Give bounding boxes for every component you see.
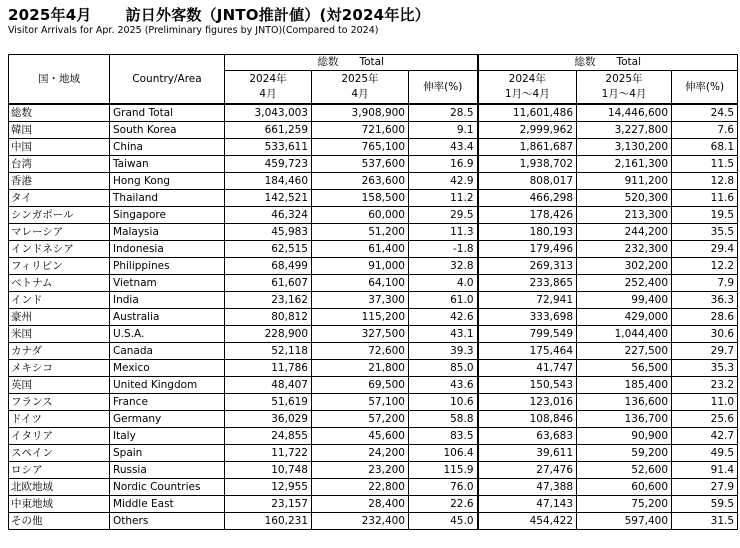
growth-rate-ytd-cell: 68.1 bbox=[672, 139, 738, 156]
table-row bbox=[9, 139, 738, 156]
header-ytd-2025 bbox=[577, 71, 672, 105]
arrivals-2024-apr-cell: 459,723 bbox=[225, 156, 312, 173]
region-ja-cell: 米国 bbox=[9, 326, 110, 343]
table-row bbox=[9, 122, 738, 139]
region-en-cell: Hong Kong bbox=[110, 173, 225, 190]
region-en-cell: Singapore bbox=[110, 207, 225, 224]
growth-rate-ytd-cell: 12.2 bbox=[672, 258, 738, 275]
growth-rate-cell: 76.0 bbox=[409, 479, 478, 496]
arrivals-2024-ytd-cell: 2,999,962 bbox=[478, 122, 577, 139]
region-en-cell: Canada bbox=[110, 343, 225, 360]
table-row bbox=[9, 275, 738, 292]
arrivals-2024-ytd-cell: 47,143 bbox=[478, 496, 577, 513]
region-en-cell: Philippines bbox=[110, 258, 225, 275]
arrivals-2024-apr-cell: 160,231 bbox=[225, 513, 312, 530]
arrivals-2025-ytd-cell: 520,300 bbox=[577, 190, 672, 207]
region-ja-cell: 中国 bbox=[9, 139, 110, 156]
header-region-ja: 国・地域 bbox=[9, 55, 110, 105]
arrivals-2025-apr-cell: 57,200 bbox=[312, 411, 409, 428]
growth-rate-ytd-cell: 11.0 bbox=[672, 394, 738, 411]
growth-rate-cell: 43.1 bbox=[409, 326, 478, 343]
growth-rate-ytd-cell: 19.5 bbox=[672, 207, 738, 224]
region-ja-cell: 豪州 bbox=[9, 309, 110, 326]
page-title bbox=[8, 4, 430, 25]
growth-rate-cell: 58.8 bbox=[409, 411, 478, 428]
arrivals-2024-ytd-cell: 150,543 bbox=[478, 377, 577, 394]
growth-rate-ytd-cell: 49.5 bbox=[672, 445, 738, 462]
arrivals-2025-apr-cell: 765,100 bbox=[312, 139, 409, 156]
growth-rate-cell: 83.5 bbox=[409, 428, 478, 445]
region-en-cell: China bbox=[110, 139, 225, 156]
arrivals-2025-apr-cell: 60,000 bbox=[312, 207, 409, 224]
growth-rate-ytd-cell: 12.8 bbox=[672, 173, 738, 190]
growth-rate-cell: 10.6 bbox=[409, 394, 478, 411]
header-growth: 伸率(%) bbox=[409, 71, 478, 105]
arrivals-2025-apr-cell: 64,100 bbox=[312, 275, 409, 292]
growth-rate-ytd-cell: 29.7 bbox=[672, 343, 738, 360]
arrivals-2025-ytd-cell: 52,600 bbox=[577, 462, 672, 479]
region-ja-cell: メキシコ bbox=[9, 360, 110, 377]
arrivals-2025-apr-cell: 22,800 bbox=[312, 479, 409, 496]
growth-rate-cell: 43.6 bbox=[409, 377, 478, 394]
growth-rate-ytd-cell: 7.9 bbox=[672, 275, 738, 292]
table-row bbox=[9, 343, 738, 360]
region-en-cell: Germany bbox=[110, 411, 225, 428]
arrivals-2024-ytd-cell: 1,861,687 bbox=[478, 139, 577, 156]
header-month-2024-period: 4月 bbox=[259, 88, 277, 100]
arrivals-2024-ytd-cell: 1,938,702 bbox=[478, 156, 577, 173]
arrivals-2025-apr-cell: 24,200 bbox=[312, 445, 409, 462]
region-en-cell: Vietnam bbox=[110, 275, 225, 292]
arrivals-2024-ytd-cell: 39,611 bbox=[478, 445, 577, 462]
growth-rate-ytd-cell: 35.5 bbox=[672, 224, 738, 241]
arrivals-2024-apr-cell: 533,611 bbox=[225, 139, 312, 156]
arrivals-2024-ytd-cell: 233,865 bbox=[478, 275, 577, 292]
arrivals-2025-ytd-cell: 911,200 bbox=[577, 173, 672, 190]
growth-rate-cell: 115.9 bbox=[409, 462, 478, 479]
region-ja-cell: 英国 bbox=[9, 377, 110, 394]
arrivals-2025-apr-cell: 3,908,900 bbox=[312, 104, 409, 122]
arrivals-2025-apr-cell: 57,100 bbox=[312, 394, 409, 411]
table-row bbox=[9, 394, 738, 411]
growth-rate-cell: 45.0 bbox=[409, 513, 478, 530]
growth-rate-cell: 11.2 bbox=[409, 190, 478, 207]
arrivals-2024-ytd-cell: 27,476 bbox=[478, 462, 577, 479]
region-ja-cell: インドネシア bbox=[9, 241, 110, 258]
arrivals-2025-ytd-cell: 227,500 bbox=[577, 343, 672, 360]
arrivals-2025-apr-cell: 72,600 bbox=[312, 343, 409, 360]
arrivals-2024-ytd-cell: 333,698 bbox=[478, 309, 577, 326]
region-ja-cell: フランス bbox=[9, 394, 110, 411]
region-en-cell: Others bbox=[110, 513, 225, 530]
header-group-month: 総数 Total bbox=[225, 55, 478, 71]
arrivals-2025-apr-cell: 158,500 bbox=[312, 190, 409, 207]
arrivals-2025-ytd-cell: 213,300 bbox=[577, 207, 672, 224]
header-ytd-2025-year: 2025年 bbox=[605, 73, 643, 85]
arrivals-2024-apr-cell: 45,983 bbox=[225, 224, 312, 241]
region-ja-cell: 北欧地域 bbox=[9, 479, 110, 496]
table-row bbox=[9, 207, 738, 224]
arrivals-2024-apr-cell: 23,162 bbox=[225, 292, 312, 309]
growth-rate-ytd-cell: 59.5 bbox=[672, 496, 738, 513]
table-row bbox=[9, 104, 738, 122]
arrivals-2025-apr-cell: 232,400 bbox=[312, 513, 409, 530]
table-row bbox=[9, 377, 738, 394]
region-ja-cell: イタリア bbox=[9, 428, 110, 445]
arrivals-2025-apr-cell: 69,500 bbox=[312, 377, 409, 394]
arrivals-2024-ytd-cell: 41,747 bbox=[478, 360, 577, 377]
arrivals-2025-ytd-cell: 3,227,800 bbox=[577, 122, 672, 139]
table-row bbox=[9, 479, 738, 496]
arrivals-2025-ytd-cell: 2,161,300 bbox=[577, 156, 672, 173]
table-row bbox=[9, 190, 738, 207]
growth-rate-ytd-cell: 91.4 bbox=[672, 462, 738, 479]
arrivals-2024-ytd-cell: 269,313 bbox=[478, 258, 577, 275]
region-ja-cell: ベトナム bbox=[9, 275, 110, 292]
arrivals-2025-ytd-cell: 232,300 bbox=[577, 241, 672, 258]
growth-rate-ytd-cell: 25.6 bbox=[672, 411, 738, 428]
region-ja-cell: シンガポール bbox=[9, 207, 110, 224]
growth-rate-ytd-cell: 42.7 bbox=[672, 428, 738, 445]
growth-rate-ytd-cell: 11.6 bbox=[672, 190, 738, 207]
growth-rate-cell: 16.9 bbox=[409, 156, 478, 173]
arrivals-2024-apr-cell: 46,324 bbox=[225, 207, 312, 224]
arrivals-2024-apr-cell: 52,118 bbox=[225, 343, 312, 360]
arrivals-2025-apr-cell: 91,000 bbox=[312, 258, 409, 275]
arrivals-2025-ytd-cell: 136,700 bbox=[577, 411, 672, 428]
arrivals-2024-apr-cell: 23,157 bbox=[225, 496, 312, 513]
growth-rate-cell: 42.6 bbox=[409, 309, 478, 326]
region-ja-cell: マレーシア bbox=[9, 224, 110, 241]
region-en-cell: Grand Total bbox=[110, 104, 225, 122]
arrivals-2025-ytd-cell: 1,044,400 bbox=[577, 326, 672, 343]
growth-rate-ytd-cell: 36.3 bbox=[672, 292, 738, 309]
arrivals-2025-ytd-cell: 136,600 bbox=[577, 394, 672, 411]
arrivals-2024-apr-cell: 3,043,003 bbox=[225, 104, 312, 122]
arrivals-2025-ytd-cell: 14,446,600 bbox=[577, 104, 672, 122]
growth-rate-ytd-cell: 24.5 bbox=[672, 104, 738, 122]
arrivals-2025-ytd-cell: 59,200 bbox=[577, 445, 672, 462]
arrivals-2025-ytd-cell: 429,000 bbox=[577, 309, 672, 326]
arrivals-2024-ytd-cell: 123,016 bbox=[478, 394, 577, 411]
arrivals-2024-apr-cell: 80,812 bbox=[225, 309, 312, 326]
arrivals-2025-ytd-cell: 597,400 bbox=[577, 513, 672, 530]
region-ja-cell: 香港 bbox=[9, 173, 110, 190]
arrivals-2024-apr-cell: 12,955 bbox=[225, 479, 312, 496]
arrivals-2025-apr-cell: 23,200 bbox=[312, 462, 409, 479]
region-ja-cell: カナダ bbox=[9, 343, 110, 360]
growth-rate-ytd-cell: 11.5 bbox=[672, 156, 738, 173]
arrivals-2024-apr-cell: 51,619 bbox=[225, 394, 312, 411]
header-month-2025-year: 2025年 bbox=[341, 73, 379, 85]
table-row bbox=[9, 326, 738, 343]
region-ja-cell: タイ bbox=[9, 190, 110, 207]
arrivals-2024-ytd-cell: 808,017 bbox=[478, 173, 577, 190]
region-ja-cell: 中東地域 bbox=[9, 496, 110, 513]
arrivals-2024-apr-cell: 61,607 bbox=[225, 275, 312, 292]
table-row bbox=[9, 309, 738, 326]
region-en-cell: South Korea bbox=[110, 122, 225, 139]
arrivals-2025-ytd-cell: 75,200 bbox=[577, 496, 672, 513]
region-ja-cell: スペイン bbox=[9, 445, 110, 462]
title-main: 訪日外客数（JNTO推計値）(対2024年比） bbox=[125, 6, 430, 24]
arrivals-2025-apr-cell: 21,800 bbox=[312, 360, 409, 377]
region-en-cell: Italy bbox=[110, 428, 225, 445]
region-en-cell: India bbox=[110, 292, 225, 309]
growth-rate-cell: -1.8 bbox=[409, 241, 478, 258]
region-en-cell: Thailand bbox=[110, 190, 225, 207]
arrivals-2024-ytd-cell: 454,422 bbox=[478, 513, 577, 530]
arrivals-2025-apr-cell: 537,600 bbox=[312, 156, 409, 173]
arrivals-2025-apr-cell: 263,600 bbox=[312, 173, 409, 190]
table-row bbox=[9, 513, 738, 530]
growth-rate-ytd-cell: 27.9 bbox=[672, 479, 738, 496]
growth-rate-cell: 9.1 bbox=[409, 122, 478, 139]
header-ytd-2024 bbox=[478, 71, 577, 105]
growth-rate-ytd-cell: 28.6 bbox=[672, 309, 738, 326]
arrivals-2024-ytd-cell: 179,496 bbox=[478, 241, 577, 258]
region-en-cell: Malaysia bbox=[110, 224, 225, 241]
growth-rate-cell: 4.0 bbox=[409, 275, 478, 292]
region-en-cell: Middle East bbox=[110, 496, 225, 513]
region-ja-cell: フィリピン bbox=[9, 258, 110, 275]
arrivals-2025-apr-cell: 61,400 bbox=[312, 241, 409, 258]
growth-rate-cell: 39.3 bbox=[409, 343, 478, 360]
arrivals-2025-ytd-cell: 56,500 bbox=[577, 360, 672, 377]
table-row bbox=[9, 292, 738, 309]
header-month-2025 bbox=[312, 71, 409, 105]
growth-rate-cell: 29.5 bbox=[409, 207, 478, 224]
growth-rate-cell: 32.8 bbox=[409, 258, 478, 275]
table-row bbox=[9, 173, 738, 190]
arrivals-2025-ytd-cell: 60,600 bbox=[577, 479, 672, 496]
arrivals-2024-ytd-cell: 799,549 bbox=[478, 326, 577, 343]
table-row bbox=[9, 360, 738, 377]
arrivals-2025-apr-cell: 115,200 bbox=[312, 309, 409, 326]
arrivals-2025-ytd-cell: 90,900 bbox=[577, 428, 672, 445]
arrivals-2024-ytd-cell: 178,426 bbox=[478, 207, 577, 224]
arrivals-2025-apr-cell: 37,300 bbox=[312, 292, 409, 309]
growth-rate-ytd-cell: 23.2 bbox=[672, 377, 738, 394]
header-ytd-2025-period: 1月～4月 bbox=[601, 88, 647, 100]
arrivals-2024-apr-cell: 11,786 bbox=[225, 360, 312, 377]
arrivals-2025-apr-cell: 51,200 bbox=[312, 224, 409, 241]
growth-rate-cell: 28.5 bbox=[409, 104, 478, 122]
table-row bbox=[9, 258, 738, 275]
region-en-cell: U.S.A. bbox=[110, 326, 225, 343]
header-growth-ytd: 伸率(%) bbox=[672, 71, 738, 105]
arrivals-2025-ytd-cell: 99,400 bbox=[577, 292, 672, 309]
table-row bbox=[9, 445, 738, 462]
arrivals-2024-apr-cell: 11,722 bbox=[225, 445, 312, 462]
region-en-cell: United Kingdom bbox=[110, 377, 225, 394]
arrivals-2024-apr-cell: 68,499 bbox=[225, 258, 312, 275]
arrivals-2024-ytd-cell: 175,464 bbox=[478, 343, 577, 360]
region-ja-cell: 総数 bbox=[9, 104, 110, 122]
arrivals-2024-apr-cell: 36,029 bbox=[225, 411, 312, 428]
arrivals-2024-ytd-cell: 63,683 bbox=[478, 428, 577, 445]
region-ja-cell: ドイツ bbox=[9, 411, 110, 428]
region-en-cell: Mexico bbox=[110, 360, 225, 377]
region-ja-cell: その他 bbox=[9, 513, 110, 530]
table-row bbox=[9, 428, 738, 445]
arrivals-2024-apr-cell: 62,515 bbox=[225, 241, 312, 258]
arrivals-2025-apr-cell: 45,600 bbox=[312, 428, 409, 445]
arrivals-2024-ytd-cell: 108,846 bbox=[478, 411, 577, 428]
arrivals-2024-apr-cell: 24,855 bbox=[225, 428, 312, 445]
arrivals-2025-apr-cell: 327,500 bbox=[312, 326, 409, 343]
page-subtitle: Visitor Arrivals for Apr. 2025 (Preliminary figures by JNTO)(Compared to 2024) bbox=[8, 25, 379, 36]
growth-rate-cell: 11.3 bbox=[409, 224, 478, 241]
table-row bbox=[9, 156, 738, 173]
region-en-cell: Taiwan bbox=[110, 156, 225, 173]
region-en-cell: Australia bbox=[110, 309, 225, 326]
arrivals-2025-ytd-cell: 3,130,200 bbox=[577, 139, 672, 156]
region-ja-cell: 韓国 bbox=[9, 122, 110, 139]
arrivals-2024-apr-cell: 661,259 bbox=[225, 122, 312, 139]
arrivals-2024-apr-cell: 48,407 bbox=[225, 377, 312, 394]
arrivals-2024-apr-cell: 228,900 bbox=[225, 326, 312, 343]
arrivals-2024-ytd-cell: 47,388 bbox=[478, 479, 577, 496]
header-group-ytd: 総数 Total bbox=[478, 55, 738, 71]
arrivals-2024-ytd-cell: 466,298 bbox=[478, 190, 577, 207]
visitor-arrivals-table bbox=[8, 54, 738, 530]
growth-rate-ytd-cell: 30.6 bbox=[672, 326, 738, 343]
region-ja-cell: インド bbox=[9, 292, 110, 309]
arrivals-2024-apr-cell: 184,460 bbox=[225, 173, 312, 190]
arrivals-2025-apr-cell: 721,600 bbox=[312, 122, 409, 139]
growth-rate-cell: 85.0 bbox=[409, 360, 478, 377]
growth-rate-ytd-cell: 7.6 bbox=[672, 122, 738, 139]
region-ja-cell: ロシア bbox=[9, 462, 110, 479]
arrivals-2025-ytd-cell: 244,200 bbox=[577, 224, 672, 241]
growth-rate-cell: 42.9 bbox=[409, 173, 478, 190]
arrivals-2025-ytd-cell: 302,200 bbox=[577, 258, 672, 275]
arrivals-2025-apr-cell: 28,400 bbox=[312, 496, 409, 513]
table-row bbox=[9, 462, 738, 479]
title-date: 2025年4月 bbox=[8, 6, 92, 24]
header-ytd-2024-period: 1月～4月 bbox=[504, 88, 550, 100]
table-row bbox=[9, 411, 738, 428]
arrivals-2025-ytd-cell: 185,400 bbox=[577, 377, 672, 394]
table-row bbox=[9, 224, 738, 241]
header-ytd-2024-year: 2024年 bbox=[508, 73, 546, 85]
header-month-2024 bbox=[225, 71, 312, 105]
arrivals-2024-ytd-cell: 11,601,486 bbox=[478, 104, 577, 122]
growth-rate-cell: 61.0 bbox=[409, 292, 478, 309]
region-en-cell: Nordic Countries bbox=[110, 479, 225, 496]
header-month-2025-period: 4月 bbox=[351, 88, 369, 100]
region-en-cell: France bbox=[110, 394, 225, 411]
arrivals-2024-apr-cell: 10,748 bbox=[225, 462, 312, 479]
arrivals-2024-apr-cell: 142,521 bbox=[225, 190, 312, 207]
arrivals-2024-ytd-cell: 72,941 bbox=[478, 292, 577, 309]
arrivals-2025-ytd-cell: 252,400 bbox=[577, 275, 672, 292]
header-month-2024-year: 2024年 bbox=[249, 73, 287, 85]
header-region-en: Country/Area bbox=[110, 55, 225, 105]
arrivals-2024-ytd-cell: 180,193 bbox=[478, 224, 577, 241]
table-row bbox=[9, 496, 738, 513]
table-row bbox=[9, 241, 738, 258]
growth-rate-cell: 43.4 bbox=[409, 139, 478, 156]
growth-rate-cell: 106.4 bbox=[409, 445, 478, 462]
growth-rate-cell: 22.6 bbox=[409, 496, 478, 513]
growth-rate-ytd-cell: 29.4 bbox=[672, 241, 738, 258]
growth-rate-ytd-cell: 35.3 bbox=[672, 360, 738, 377]
region-en-cell: Russia bbox=[110, 462, 225, 479]
growth-rate-ytd-cell: 31.5 bbox=[672, 513, 738, 530]
region-ja-cell: 台湾 bbox=[9, 156, 110, 173]
region-en-cell: Indonesia bbox=[110, 241, 225, 258]
region-en-cell: Spain bbox=[110, 445, 225, 462]
